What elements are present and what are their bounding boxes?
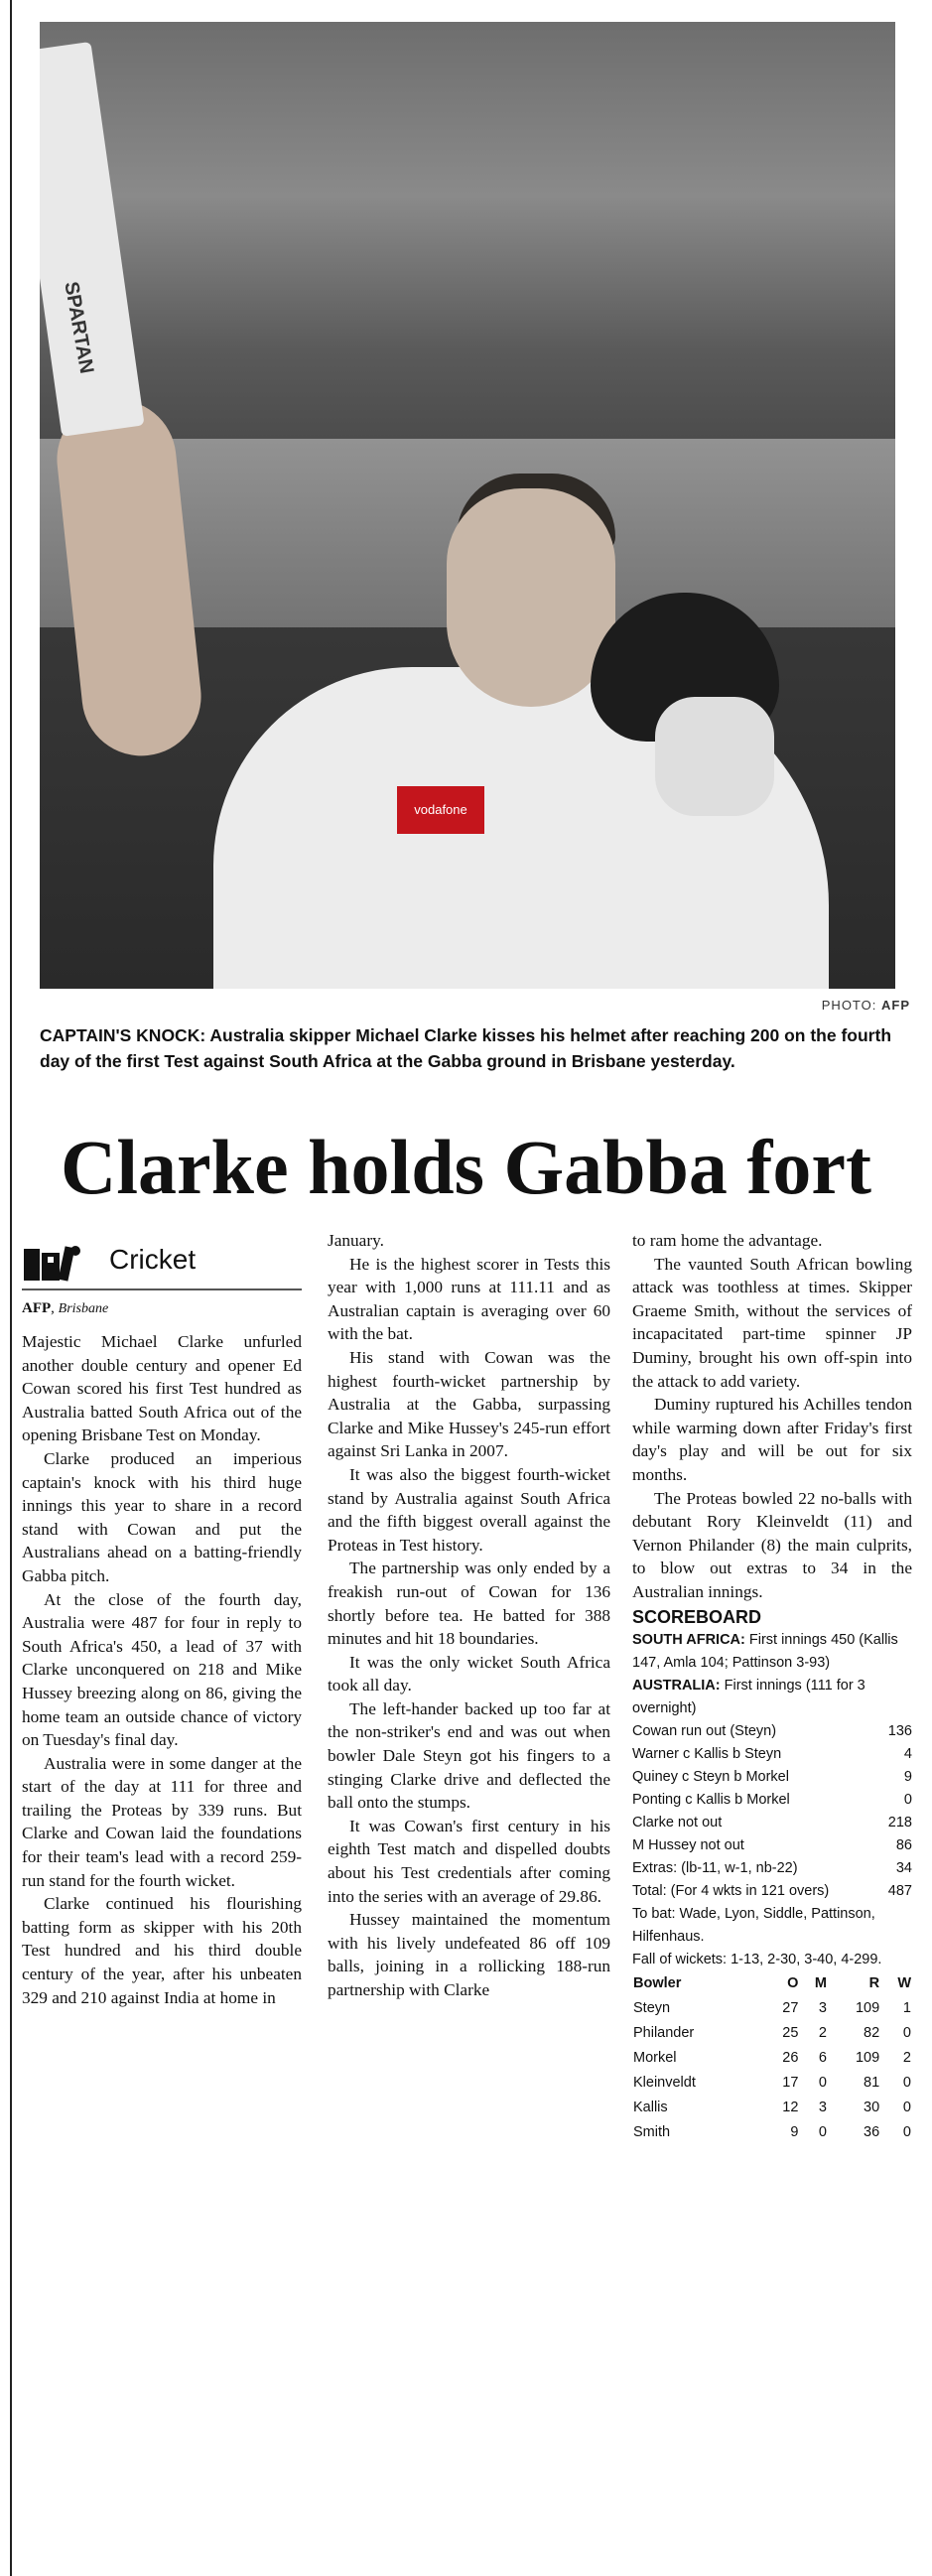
photo-cricket-bat — [40, 42, 145, 437]
scoreboard-team-label: SOUTH AFRICA: — [632, 1632, 745, 1649]
batting-runs: 34 — [895, 1860, 912, 1877]
batting-runs: 136 — [887, 1723, 912, 1740]
scoreboard-innings-text: First innings 450 (Kallis 147, Amla 104; Pattinson 3-93) — [632, 1632, 898, 1672]
bowling-cell: 109 — [855, 2000, 880, 2017]
scoreboard-fall-of-wickets: Fall of wickets: 1-13, 2-30, 3-40, 4-299. — [632, 1952, 882, 1968]
bowling-row — [632, 2120, 912, 2145]
photo-credit-prefix: PHOTO: — [821, 998, 877, 1013]
scoreboard-sa-innings — [632, 1629, 912, 1675]
bowling-cell: 0 — [902, 2100, 911, 2116]
bowling-cell: 2 — [818, 2025, 827, 2042]
batting-runs: 487 — [887, 1883, 912, 1900]
batting-name: Warner c Kallis b Steyn — [632, 1746, 782, 1763]
bowling-row — [632, 2096, 912, 2120]
bowling-cell: Kleinveldt — [633, 2075, 696, 2092]
article-paragraph-continued: to ram home the advantage. — [632, 1231, 823, 1250]
article-paragraph: It was the only wicket South Africa took all day. — [328, 1652, 610, 1695]
column-rule — [10, 0, 12, 2576]
batting-runs: 9 — [903, 1769, 912, 1786]
batting-row — [632, 1789, 912, 1812]
bowling-header-cell: O — [787, 1975, 799, 1992]
section-label: Cricket — [109, 1244, 197, 1275]
bowling-cell: 0 — [902, 2124, 911, 2141]
bowling-cell: 26 — [782, 2050, 799, 2067]
bowling-cell: 3 — [818, 2100, 827, 2116]
batting-name: M Hussey not out — [632, 1837, 744, 1854]
bowling-header-cell: R — [868, 1975, 880, 1992]
bowling-row — [632, 1996, 912, 2021]
news-photo — [40, 22, 895, 989]
article-paragraph: He is the highest scorer in Tests this year with 1,000 runs at 111.11 and as Australian captain is averaging over 60 with the bat. — [328, 1254, 610, 1344]
bowling-cell: Morkel — [633, 2050, 677, 2067]
article-paragraph: The Proteas bowled 22 no-balls with debutant Rory Kleinveldt (11) and Vernon Philander (8) the main culprits, to blow out extras to 34 in the Australian innings. — [632, 1488, 912, 1601]
bowling-cell: 1 — [902, 2000, 911, 2017]
article-paragraph-continued: January. — [328, 1231, 384, 1250]
bowling-cell: 0 — [818, 2124, 827, 2141]
bowling-row — [632, 2021, 912, 2046]
bowling-table — [632, 1971, 912, 2145]
article-column-1 — [22, 1330, 302, 2009]
article-paragraph: His stand with Cowan was the highest fourth-wicket partnership by Australia at the Gabba, surpassing Clarke and Mike Hussey's 245-run effort against Sri Lanka in 2007. — [328, 1347, 610, 1461]
scoreboard-aus-innings — [632, 1675, 912, 1720]
batting-name: Total: (For 4 wkts in 121 overs) — [632, 1883, 830, 1900]
bowling-row — [632, 2071, 912, 2096]
bowling-cell: 6 — [818, 2050, 827, 2067]
article-paragraph: It was Cowan's first century in his eighth Test match and dispelled doubts about his Test credentials after coming into the series with an average of 29.86. — [328, 1816, 610, 1906]
article-paragraph: The left-hander backed up too far at the non-striker's end and was out when bowler Dale Steyn got his fingers to a stinging Clarke drive and deflected the ball onto the stumps. — [328, 1698, 610, 1813]
shirt-sponsor-logo: vodafone — [397, 786, 484, 834]
section-kicker — [22, 1239, 302, 1290]
byline-agency: AFP — [22, 1300, 52, 1316]
article-paragraph: At the close of the fourth day, Australia were 487 for four in reply to South Africa's 450, a lead of 37 with Clarke unconquered on 218 and Mike Hussey breezing along on 86, giving the home team an outside chance of victory on Tuesday's final day. — [22, 1589, 302, 1750]
article-paragraph: The vaunted South African bowling attack was toothless at times. Skipper Graeme Smith, without the services of incapacitated part-time spinner JP Duminy, brought his own off-spin into the attack to add variety. — [632, 1254, 912, 1391]
article-paragraph: It was also the biggest fourth-wicket stand by Australia against South Africa and the fifth biggest overall against the Proteas in Test history. — [328, 1464, 610, 1555]
article-column-3 — [632, 1229, 912, 2145]
bowling-header-cell: W — [897, 1975, 911, 1992]
bowling-cell: 17 — [782, 2075, 799, 2092]
article-paragraph: Clarke continued his flourishing batting form as skipper with his 20th Test hundred and his third double century of the year, after his unbeaten 329 and 210 against India at home in — [22, 1894, 302, 2007]
bowling-cell: 2 — [902, 2050, 911, 2067]
bowling-cell: 0 — [818, 2075, 827, 2092]
cricket-bat-ball-icon — [22, 1243, 83, 1283]
article-paragraph: Duminy ruptured his Achilles tendon while warming down after Friday's first day's play and will be out for six months. — [632, 1395, 912, 1484]
bowling-header-cell: M — [814, 1975, 827, 1992]
batting-name: Quiney c Steyn b Morkel — [632, 1769, 789, 1786]
batting-row — [632, 1766, 912, 1789]
bowling-cell: Steyn — [633, 2000, 671, 2017]
photo-glove — [655, 697, 774, 816]
bowling-cell: Philander — [633, 2025, 695, 2042]
scoreboard-team-label: AUSTRALIA: — [632, 1678, 721, 1695]
bowling-cell: 82 — [864, 2025, 880, 2042]
batting-row — [632, 1834, 912, 1857]
batting-runs: 218 — [887, 1815, 912, 1831]
batting-runs: 0 — [903, 1792, 912, 1809]
batting-name: Clarke not out — [632, 1815, 723, 1831]
scoreboard — [632, 1629, 912, 2145]
kicker-rule — [22, 1288, 302, 1290]
bowling-cell: 3 — [818, 2000, 827, 2017]
batting-runs: 4 — [903, 1746, 912, 1763]
bowling-cell: 109 — [855, 2050, 880, 2067]
bowling-row — [632, 2046, 912, 2071]
batting-row — [632, 1880, 912, 1903]
batting-name: Cowan run out (Steyn) — [632, 1723, 777, 1740]
photo-credit — [822, 998, 910, 1013]
batting-row — [632, 1812, 912, 1834]
bowling-cell: 36 — [864, 2124, 880, 2141]
headline: Clarke holds Gabba fort — [61, 1124, 871, 1210]
byline-place: Brisbane — [58, 1301, 109, 1316]
bowling-cell: 81 — [864, 2075, 880, 2092]
bowling-cell: 0 — [902, 2025, 911, 2042]
bowling-cell: 27 — [782, 2000, 799, 2017]
article-column-2 — [328, 1229, 610, 2002]
byline: AFP, Brisbane — [22, 1300, 109, 1316]
batting-row — [632, 1743, 912, 1766]
scoreboard-to-bat: To bat: Wade, Lyon, Siddle, Pattinson, Hilfenhaus. — [632, 1906, 875, 1946]
scoreboard-title: SCOREBOARD — [632, 1606, 762, 1627]
scoreboard-innings-text: First innings (111 for 3 overnight) — [632, 1678, 865, 1717]
batting-name: Extras: (lb-11, w-1, nb-22) — [632, 1860, 798, 1877]
bowling-cell: 0 — [902, 2075, 911, 2092]
batting-name: Ponting c Kallis b Morkel — [632, 1792, 790, 1809]
bowling-cell: Kallis — [633, 2100, 668, 2116]
bowling-header-row — [632, 1971, 912, 1996]
bowling-cell: 12 — [782, 2100, 799, 2116]
batting-row — [632, 1720, 912, 1743]
bowling-cell: 30 — [864, 2100, 880, 2116]
article-paragraph: Australia were in some danger at the start of the day at 111 for three and trailing the Proteas by 339 runs. But Clarke and Cowan laid the foundations for their team's lead with a record 259-run stand for the fourth wicket. — [22, 1753, 302, 1890]
bat-brand: SPARTAN — [60, 280, 98, 376]
article-paragraph: Clarke produced an imperious captain's knock with his third huge innings this year to share in a record stand with Cowan and put the Australians ahead on a batting-friendly Gabba pitch. — [22, 1448, 302, 1585]
batting-runs: 86 — [895, 1837, 912, 1854]
bowling-header-cell: Bowler — [633, 1975, 682, 1992]
article-paragraph: Hussey maintained the momentum with his lively undefeated 86 off 109 balls, joining in a rollicking 188-run partnership with Clarke — [328, 1910, 610, 1999]
article-paragraph: Majestic Michael Clarke unfurled another double century and opener Ed Cowan scored his first Test hundred as Australia batted South Africa out of the opening Brisbane Test on Monday. — [22, 1332, 302, 1445]
photo-player-head — [447, 488, 615, 707]
photo-caption: CAPTAIN'S KNOCK: Australia skipper Michael Clarke kisses his helmet after reaching 200 on the fourth day of the first Test against South Africa at the Gabba ground in Brisbane yesterday. — [40, 1025, 892, 1071]
bowling-cell: 25 — [782, 2025, 799, 2042]
bowling-cell: Smith — [633, 2124, 671, 2141]
article-paragraph: The partnership was only ended by a freakish run-out of Cowan for 136 shortly before tea. He batted for 388 minutes and hit 18 boundaries. — [328, 1559, 610, 1649]
batting-row — [632, 1857, 912, 1880]
bowling-cell: 9 — [790, 2124, 799, 2141]
photo-credit-agency: AFP — [881, 998, 910, 1013]
